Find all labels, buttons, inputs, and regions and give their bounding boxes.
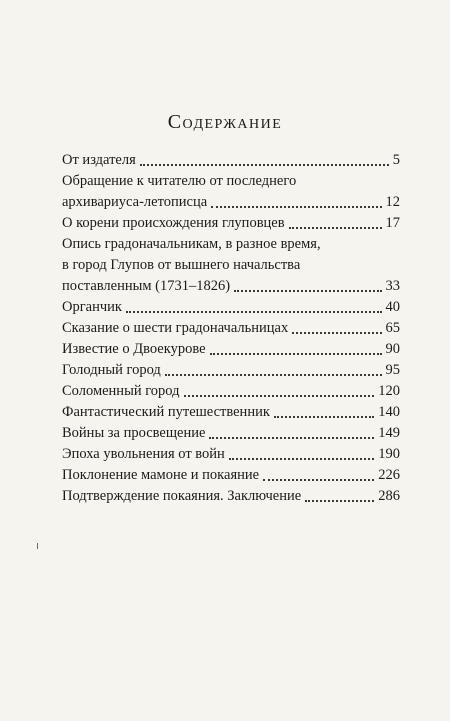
entry-title-line: Эпоха увольнения от войн: [62, 446, 225, 462]
entry-title-line: Известие о Двоекурове: [62, 341, 206, 357]
entry-title-line: Фантастический путешественник: [62, 404, 270, 420]
dot-leader: [211, 199, 381, 208]
entry-title-line: Опись градоначальникам, в разное время,: [62, 236, 321, 252]
toc-entry: [62, 402, 400, 423]
toc-entry: [62, 171, 400, 213]
toc-entry: [62, 423, 400, 444]
entry-title-line: Подтверждение покаяния. Заключение: [62, 488, 302, 504]
page-number: 33: [385, 278, 400, 294]
dot-leader: [305, 493, 374, 502]
page-number: 5: [392, 152, 400, 168]
page-number: 95: [385, 362, 400, 378]
entry-title-line: Соломенный город: [62, 383, 180, 399]
page-number: 17: [385, 215, 400, 231]
toc-entry: [62, 150, 400, 171]
dot-leader: [184, 388, 375, 397]
dot-leader: [274, 409, 374, 418]
dot-leader: [263, 472, 374, 481]
page-title: Содержание: [167, 111, 283, 133]
entry-title-line: поставленным (1731–1826): [62, 278, 231, 294]
dot-leader: [165, 367, 382, 376]
toc-entry: [62, 318, 400, 339]
print-mark: [37, 543, 38, 549]
dot-leader: [210, 346, 382, 355]
page-number: 90: [385, 341, 400, 357]
page-number: 149: [378, 425, 400, 441]
dot-leader: [234, 283, 381, 292]
page-number: 40: [385, 299, 400, 315]
dot-leader: [126, 304, 382, 313]
toc-entry: [62, 444, 400, 465]
page-number: 226: [378, 467, 400, 483]
dot-leader: [140, 157, 389, 166]
dot-leader: [209, 430, 374, 439]
entry-title-line: Сказание о шести градоначальницах: [62, 320, 289, 336]
dot-leader: [229, 451, 374, 460]
page-number: 65: [385, 320, 400, 336]
page-number: 190: [378, 446, 400, 462]
page-number: 140: [378, 404, 400, 420]
toc-entry: [62, 360, 400, 381]
toc-entry: [62, 213, 400, 234]
toc-entry: [62, 381, 400, 402]
page-number: 12: [385, 194, 400, 210]
entry-title-line: в город Глупов от вышнего начальства: [62, 257, 301, 273]
toc-entry: [62, 297, 400, 318]
toc-entry: [62, 486, 400, 507]
page-number: 120: [378, 383, 400, 399]
entry-title-line: архивариуса-летописца: [62, 194, 208, 210]
entry-title-line: О корени происхождения глуповцев: [62, 215, 285, 231]
toc-entry: [62, 339, 400, 360]
dot-leader: [289, 220, 382, 229]
toc-entry: [62, 234, 400, 297]
entry-title-line: Органчик: [62, 299, 122, 315]
toc-entry: [62, 465, 400, 486]
entry-title-line: От издателя: [62, 152, 136, 168]
entry-title-line: Войны за просвещение: [62, 425, 206, 441]
entry-title-line: Обращение к читателю от последнего: [62, 173, 297, 189]
entry-title-line: Поклонение мамоне и покаяние: [62, 467, 260, 483]
table-of-contents: [62, 150, 400, 507]
page-number: 286: [378, 488, 400, 504]
dot-leader: [292, 325, 381, 334]
entry-title-line: Голодный город: [62, 362, 161, 378]
